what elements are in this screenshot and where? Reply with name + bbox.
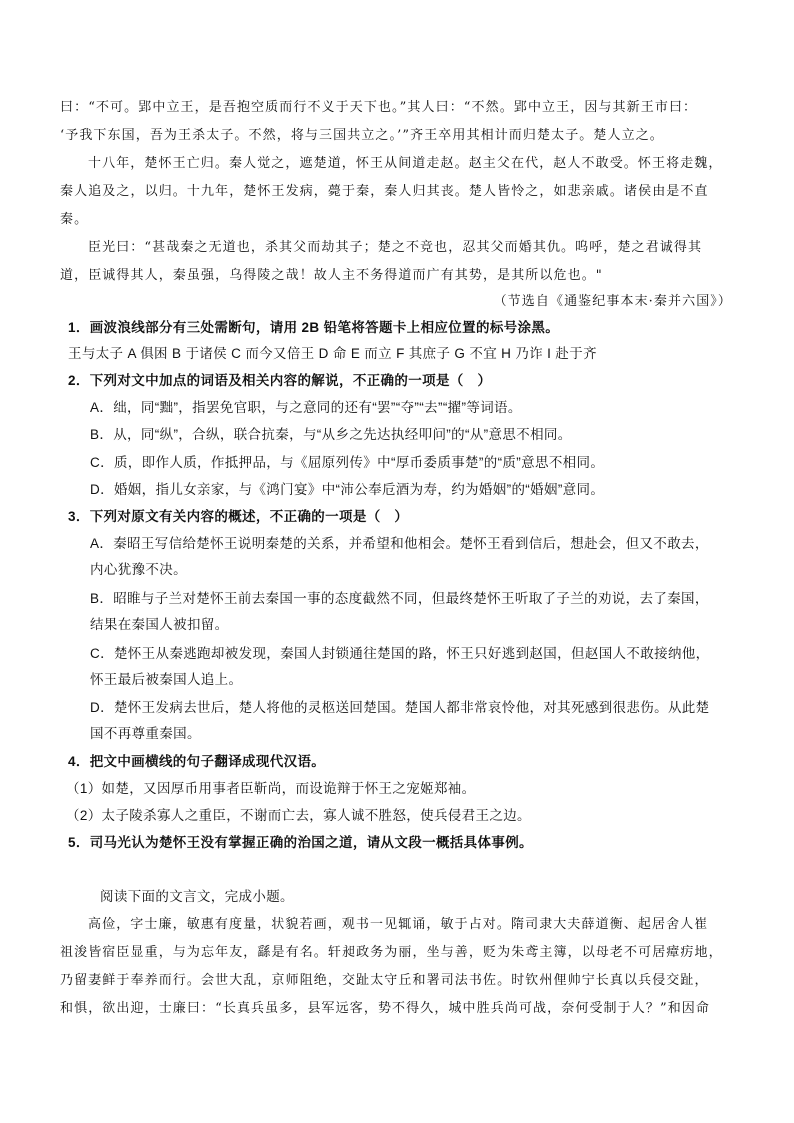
- passage-two-line-4: 和惧，欲出迎，士廉曰：“长真兵虽多，县军远客，势不得久，城中胜兵尚可战，奈何受制于人？”和因命: [60, 1001, 710, 1016]
- question-4-title: 4．把文中画横线的句子翻译成现代汉语。: [68, 754, 326, 769]
- question-3-option-a: A．秦昭王写信给楚怀王说明秦楚的关系，并希望和他相会。楚怀王看到信后，想赴会，但又不敢去，: [90, 536, 709, 551]
- passage-one-source: （节选自《通鉴纪事本末·秦并六国》）: [493, 294, 732, 309]
- passage-one-line-6: 臣光曰：“甚哉秦之无道也，杀其父而劫其子；楚之不竞也，忍其父而婚其仇。呜呼，楚之君诚得其: [88, 240, 703, 255]
- question-2-option-c: C．质，即作人质，作抵押品，与《屈原列传》中“厚币委质事楚”的“质”意思不相同。: [90, 455, 605, 470]
- passage-one-line-2: ‘予我下东国，吾为王杀太子。不然，将与三国共立之。’”齐王卒用其相计而归楚太子。楚人立之。: [60, 128, 664, 143]
- question-3-option-c: C．楚怀王从秦逃跑却被发现，秦国人封锁通往楚国的路，怀王只好逃到赵国，但赵国人不敢接纳他，: [90, 646, 710, 661]
- question-2-option-b: B．从，同“纵”，合纵，联合抗秦，与“从乡之先达执经叩问”的“从”意思不相同。: [90, 427, 572, 442]
- question-3-option-b-cont: 结果在秦国人被扣留。: [90, 617, 229, 632]
- question-3-option-c-cont: 怀王最后被秦国人追上。: [90, 672, 243, 687]
- question-3-title: 3．下列对原文有关内容的概述，不正确的一项是（ ）: [68, 509, 409, 524]
- question-4-item-1: （1）如楚，又因厚币用事者臣靳尚，而设诡辩于怀王之宠姬郑袖。: [66, 781, 476, 796]
- question-2-option-a: A．绌，同“黜”，指罢免官职，与之意同的还有“罢”“夺”“去”“擢”等词语。: [90, 400, 522, 415]
- question-2-option-d: D．婚姻，指儿女亲家，与《鸿门宴》中“沛公奉卮酒为寿，约为婚姻”的“婚姻”意同。: [90, 482, 605, 497]
- passage-one-line-5: 秦。: [60, 212, 89, 227]
- passage-two-line-1: 高俭，字士廉，敏惠有度量，状貌若画，观书一见辄诵，敏于占对。隋司隶大夫薛道衡、起居舍人崔: [88, 917, 709, 932]
- question-3-option-d-cont: 国不再尊重秦国。: [90, 726, 201, 741]
- passage-one-line-7: 道，臣诚得其人，秦虽强，乌得陵之哉！故人主不务得道而广有其势，是其所以危也。": [60, 268, 603, 283]
- question-1-title: 1．画波浪线部分有三处需断句，请用 2B 铅笔将答题卡上相应位置的标号涂黑。: [68, 320, 560, 335]
- passage-two-line-3: 乃留妻鲜于奉养而行。会世大乱，京师阻绝，交趾太守丘和署司法书佐。时钦州俚帅宁长真以兵侵交趾，: [60, 973, 709, 988]
- passage-one-line-1: 曰：“不可。郢中立王，是吾抱空质而行不义于天下也。”其人曰：“不然。郢中立王，因与其新王市曰：: [60, 100, 698, 115]
- question-3-option-b: B．昭睢与子兰对楚怀王前去秦国一事的态度截然不同，但最终楚怀王听取了子兰的劝说，去了秦国，: [90, 591, 709, 606]
- question-4-item-2: （2）太子陵杀寡人之重臣，不谢而亡去，寡人诚不胜怒，使兵侵君王之边。: [66, 808, 531, 823]
- passage-one-line-3: 十八年，楚怀王亡归。秦人觉之，遮楚道，怀王从间道走赵。赵主父在代，赵人不敢受。怀王将走魏，: [88, 156, 723, 171]
- question-1-line: 王与太子 A 俱困 B 于诸侯 C 而今又倍王 D 命 E 而立 F 其庶子 G 不宜 H 乃诈 I 赴于齐: [68, 346, 597, 361]
- passage-two-line-2: 祖浚皆宿臣显重，与为忘年友，繇是有名。轩昶政务为丽，坐与善，贬为朱鸢主簿，以母老不可居瘴疠地，: [60, 945, 723, 960]
- question-2-title: 2．下列对文中加点的词语及相关内容的解说，不正确的一项是（ ）: [68, 373, 492, 388]
- question-3-option-a-cont: 内心犹豫不决。: [90, 562, 187, 577]
- passage-one-line-4: 秦人追及之，以归。十九年，楚怀王发病，薨于秦，秦人归其丧。楚人皆怜之，如悲亲戚。诸侯由是不直: [60, 184, 709, 199]
- passage-two-instruction: 阅读下面的文言文，完成小题。: [100, 889, 294, 904]
- question-3-option-d: D．楚怀王发病去世后，楚人将他的灵柩送回楚国。楚国人都非常哀怜他，对其死感到很悲伤。从此楚: [90, 700, 710, 715]
- question-5-title: 5．司马光认为楚怀王没有掌握正确的治国之道，请从文段一概括具体事例。: [68, 835, 533, 850]
